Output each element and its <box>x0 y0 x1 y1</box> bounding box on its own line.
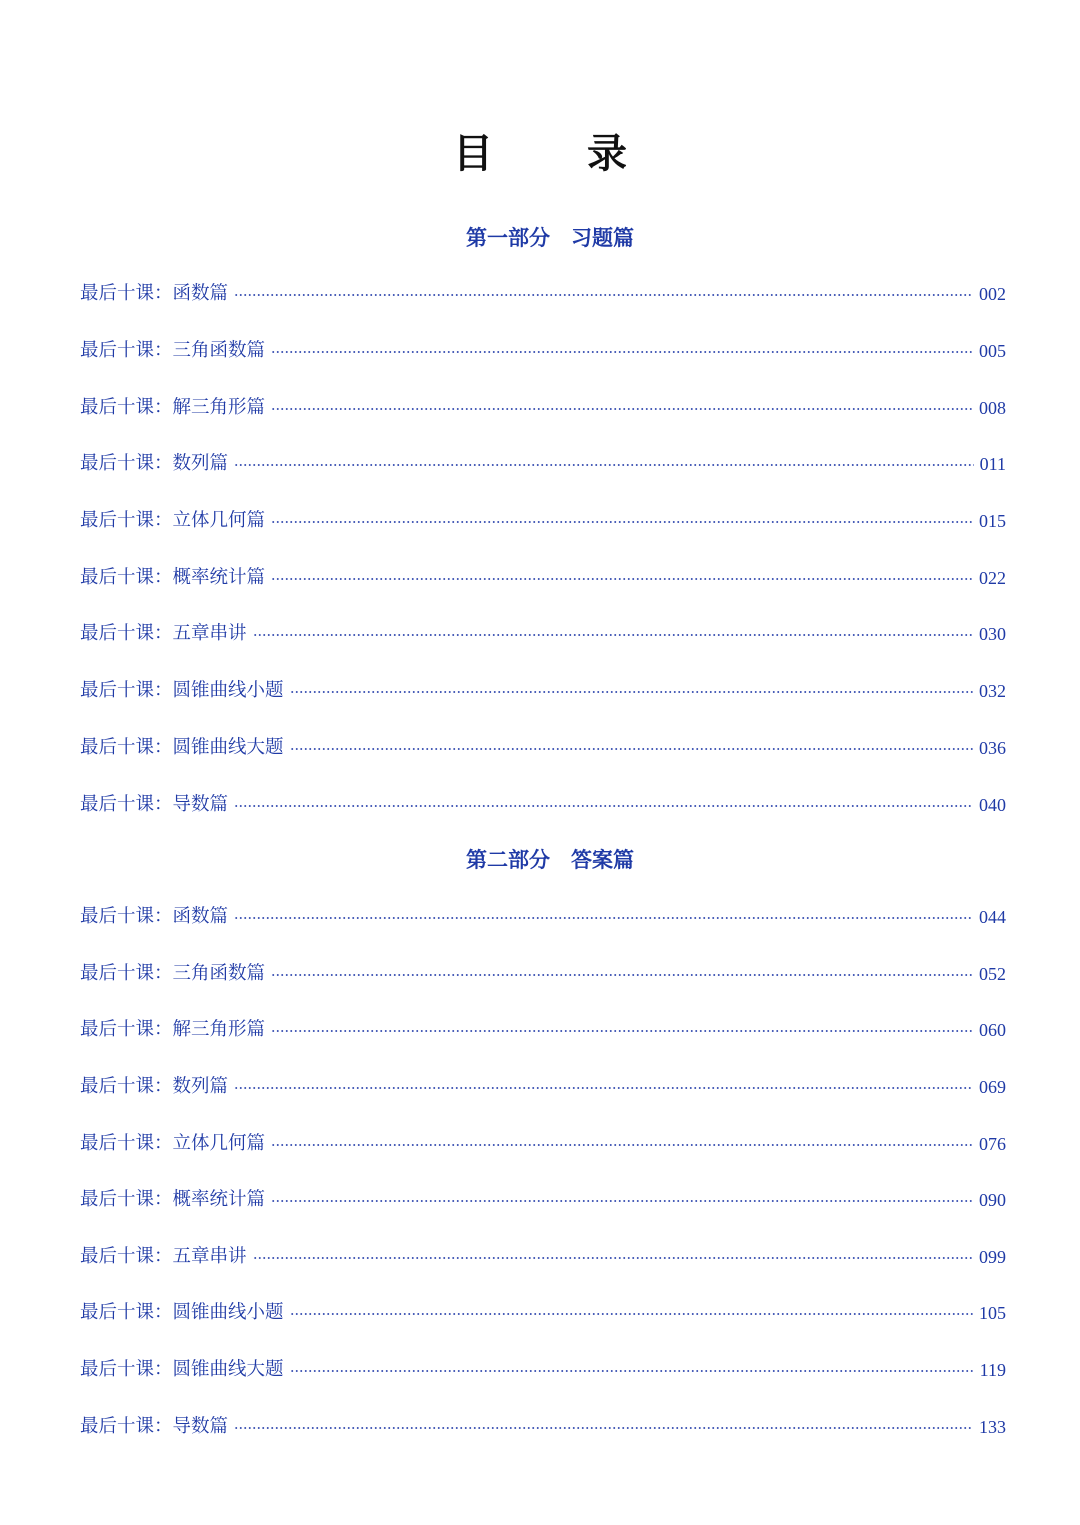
toc-entry-page: 090 <box>979 1190 1006 1211</box>
page-title: 目 录 <box>453 131 667 177</box>
toc-entry[interactable] <box>80 266 1006 323</box>
toc-entry[interactable] <box>80 1172 1006 1229</box>
toc-entry-label: 最后十课：解三角形篇 <box>80 396 266 418</box>
toc-entry-page: 002 <box>979 284 1006 305</box>
toc-entry[interactable] <box>80 323 1006 380</box>
toc-entry-page: 076 <box>979 1133 1006 1154</box>
toc-entry-page: 060 <box>979 1020 1006 1041</box>
toc-entry[interactable] <box>80 436 1006 493</box>
dot-leader <box>234 464 974 466</box>
dot-leader <box>290 1313 973 1315</box>
toc-entry-label: 最后十课：五章串讲 <box>80 1245 247 1267</box>
toc-entry-page: 022 <box>979 567 1006 588</box>
dot-leader <box>271 408 973 410</box>
toc-entry-label: 最后十课：圆锥曲线小题 <box>80 680 284 702</box>
toc-entry-page: 119 <box>979 1360 1006 1381</box>
dot-leader <box>234 294 973 296</box>
toc-entry[interactable] <box>80 1059 1006 1116</box>
toc-entry-label: 最后十课：函数篇 <box>80 283 229 305</box>
dot-leader <box>290 748 973 750</box>
toc-entry-label: 最后十课：圆锥曲线小题 <box>80 1302 284 1324</box>
toc-entry-page: 030 <box>979 624 1006 645</box>
toc-entry[interactable] <box>80 946 1006 1003</box>
toc-entry-page: 099 <box>979 1246 1006 1267</box>
section-heading-exercises: 第一部分 习题篇 <box>466 226 634 250</box>
toc-entry[interactable] <box>80 493 1006 550</box>
dot-leader <box>271 974 973 976</box>
toc-entry-label: 最后十课：解三角形篇 <box>80 1019 266 1041</box>
toc-entry-label: 最后十课：导数篇 <box>80 793 229 815</box>
dot-leader <box>271 1030 973 1032</box>
dot-leader <box>271 578 973 580</box>
toc-entry-label: 最后十课：数列篇 <box>80 453 229 475</box>
toc-entry[interactable] <box>80 1398 1006 1455</box>
toc-entry-page: 044 <box>979 907 1006 928</box>
toc-entry-page: 069 <box>979 1077 1006 1098</box>
toc-entry[interactable] <box>80 1342 1006 1399</box>
dot-leader <box>234 1087 973 1089</box>
toc-entry-page: 008 <box>979 397 1006 418</box>
toc-entry-page: 040 <box>979 794 1006 815</box>
toc-entry-page: 052 <box>979 963 1006 984</box>
dot-leader <box>290 691 973 693</box>
toc-entry[interactable] <box>80 1002 1006 1059</box>
toc-entry[interactable] <box>80 720 1006 777</box>
toc-entry-label: 最后十课：概率统计篇 <box>80 566 266 588</box>
toc-entry[interactable] <box>80 1285 1006 1342</box>
toc-entry-label: 最后十课：数列篇 <box>80 1076 229 1098</box>
toc-entry-page: 032 <box>979 681 1006 702</box>
toc-entry-page: 036 <box>979 737 1006 758</box>
toc-entry-label: 最后十课：立体几何篇 <box>80 510 266 532</box>
toc-entry-label: 最后十课：圆锥曲线大题 <box>80 736 284 758</box>
dot-leader <box>271 521 973 523</box>
toc-list-answers <box>80 889 1006 1455</box>
toc-entry-label: 最后十课：概率统计篇 <box>80 1189 266 1211</box>
toc-entry[interactable] <box>80 1229 1006 1286</box>
toc-entry-label: 最后十课：导数篇 <box>80 1415 229 1437</box>
toc-entry-page: 011 <box>979 454 1006 475</box>
toc-entry-label: 最后十课：五章串讲 <box>80 623 247 645</box>
dot-leader <box>234 917 973 919</box>
toc-entry-label: 最后十课：三角函数篇 <box>80 962 266 984</box>
toc-entry[interactable] <box>80 606 1006 663</box>
toc-entry[interactable] <box>80 776 1006 833</box>
toc-entry[interactable] <box>80 1115 1006 1172</box>
dot-leader <box>253 634 973 636</box>
toc-list-exercises <box>80 266 1006 833</box>
toc-entry-label: 最后十课：三角函数篇 <box>80 340 266 362</box>
dot-leader <box>271 1144 973 1146</box>
dot-leader <box>290 1370 974 1372</box>
toc-entry[interactable] <box>80 549 1006 606</box>
toc-entry-page: 133 <box>979 1416 1006 1437</box>
toc-entry[interactable] <box>80 663 1006 720</box>
dot-leader <box>253 1257 973 1259</box>
dot-leader <box>271 351 973 353</box>
dot-leader <box>234 1427 973 1429</box>
toc-entry-label: 最后十课：函数篇 <box>80 906 229 928</box>
toc-entry-page: 005 <box>979 341 1006 362</box>
toc-entry-label: 最后十课：圆锥曲线大题 <box>80 1359 284 1381</box>
toc-entry[interactable] <box>80 889 1006 946</box>
dot-leader <box>271 1200 973 1202</box>
toc-entry-page: 015 <box>979 511 1006 532</box>
dot-leader <box>234 805 973 807</box>
section-heading-answers: 第二部分 答案篇 <box>466 848 634 872</box>
toc-entry-page: 105 <box>979 1303 1006 1324</box>
toc-entry[interactable] <box>80 379 1006 436</box>
toc-entry-label: 最后十课：立体几何篇 <box>80 1132 266 1154</box>
